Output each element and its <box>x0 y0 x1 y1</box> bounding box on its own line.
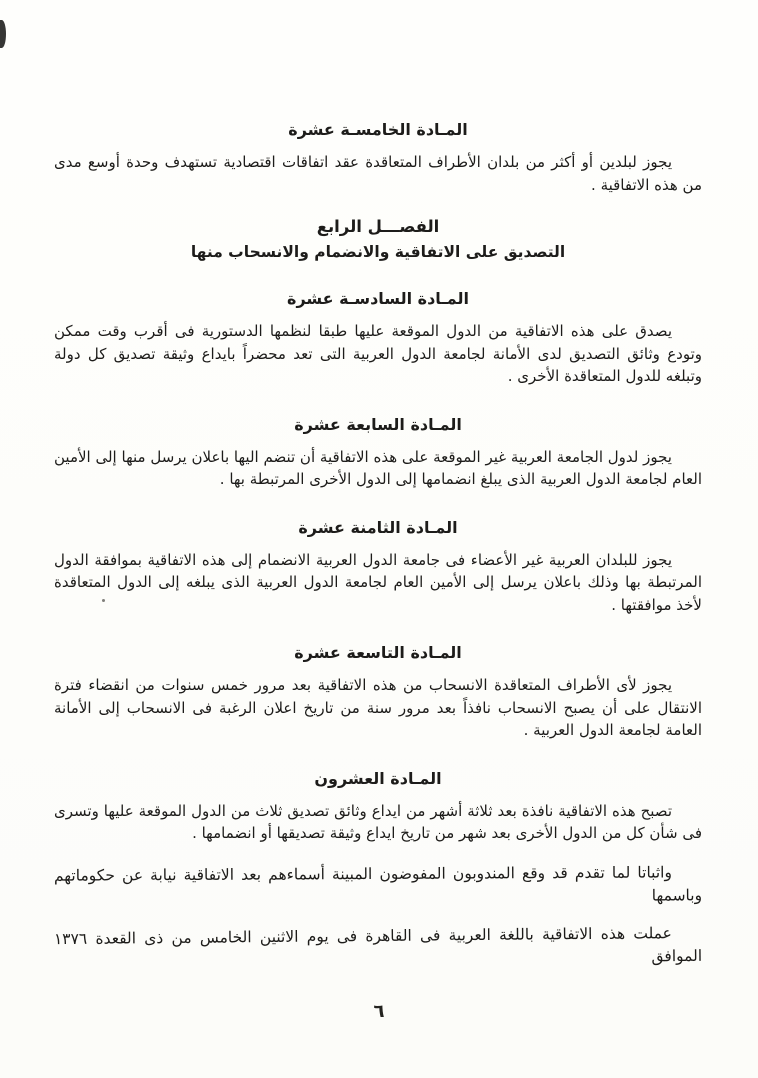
article-17-heading: المـادة السابعة عشرة <box>294 414 462 434</box>
attestation-paragraph: واثباتا لما تقدم قد وقع المندوبون المفوضون المبينة أسماءهم بعد الاتفاقية نيابة عن حكوماتهم وباسمها <box>53 862 703 905</box>
execution-paragraph: عملت هذه الاتفاقية باللغة العربية فى القاهرة فى يوم الاثنين الخامس من ذى القعدة ١٣٧٦ الموافق <box>53 923 703 965</box>
chapter-4-title: الفصـــل الرابع <box>316 217 440 236</box>
article-18-paragraph: يجوز للبلدان العربية غير الأعضاء فى جامعة الدول العربية الانضمام إلى هذه الاتفاقية بموافقة الدول المرتبطة بها وذلك باعلان يرسل إلى الأمين العام لجامعة الدول العربية الذى يبلغه إلى الدول المتعاقدة لأخذ موافقتها . <box>54 550 702 614</box>
page-number: ٦ <box>373 1001 385 1022</box>
article-19-heading: المـادة التاسعة عشرة <box>294 643 462 662</box>
article-20-paragraph: تصبح هذه الاتفاقية نافذة بعد ثلاثة أشهر من ايداع وثائق تصديق ثلاث من الدول الموقعة عليها وتسرى فى شأن كل من الدول الأخرى بعد شهر من تاريخ ايداع وثيقة تصديقها أو انضمامها . <box>54 801 702 842</box>
article-19-paragraph: يجوز لأى الأطراف المتعاقدة الانسحاب من هذه الاتفاقية بعد مرور خمس سنوات من انقضاء فترة الانتقال على أن يصبح الانسحاب نافذاً بعد مرور سنة من تاريخ اعلان الرغبة فى الانسحاب إلى الأمانة العامة لجامعة الدول العربية . <box>54 676 702 739</box>
chapter-4-subtitle: التصديق على الاتفاقية والانضمام والانسحاب منها <box>190 243 566 261</box>
article-15-heading: المـادة الخامسـة عشرة <box>288 120 468 139</box>
scan-ink-artifact <box>0 20 6 48</box>
article-16-paragraph: يصدق على هذه الاتفاقية من الدول الموقعة عليها طبقا لنظمها الدستورية فى أقرب وقت ممكن وتودع وثائق التصديق لدى الأمانة لجامعة الدول العربية التى تعد محضراً بايداع وثيقة تصديق كل دولة وتبلغه للدول المتعاقدة الأخرى . <box>54 322 702 385</box>
article-15-paragraph: يجوز لبلدين أو أكثر من بلدان الأطراف المتعاقدة عقد اتفاقات اقتصادية تستهدف وحدة أوسع مدى من هذه الاتفاقية . <box>54 153 702 194</box>
article-18-heading: المـادة الثامنة عشرة <box>298 517 458 537</box>
article-16-heading: المـادة السادسـة عشرة <box>287 289 469 308</box>
article-17-paragraph: يجوز لدول الجامعة العربية غير الموقعة على هذه الاتفاقية أن تنضم اليها باعلان يرسل منها إلى الأمين العام لجامعة الدول العربية الذى يبلغ انضمامها إلى الدول الأخرى المرتبطة بها . <box>54 447 702 488</box>
chapter-4-block <box>54 216 702 262</box>
document-content <box>54 120 702 971</box>
article-20-heading: المـادة العشرون <box>314 768 442 788</box>
page-footer <box>0 1001 758 1022</box>
